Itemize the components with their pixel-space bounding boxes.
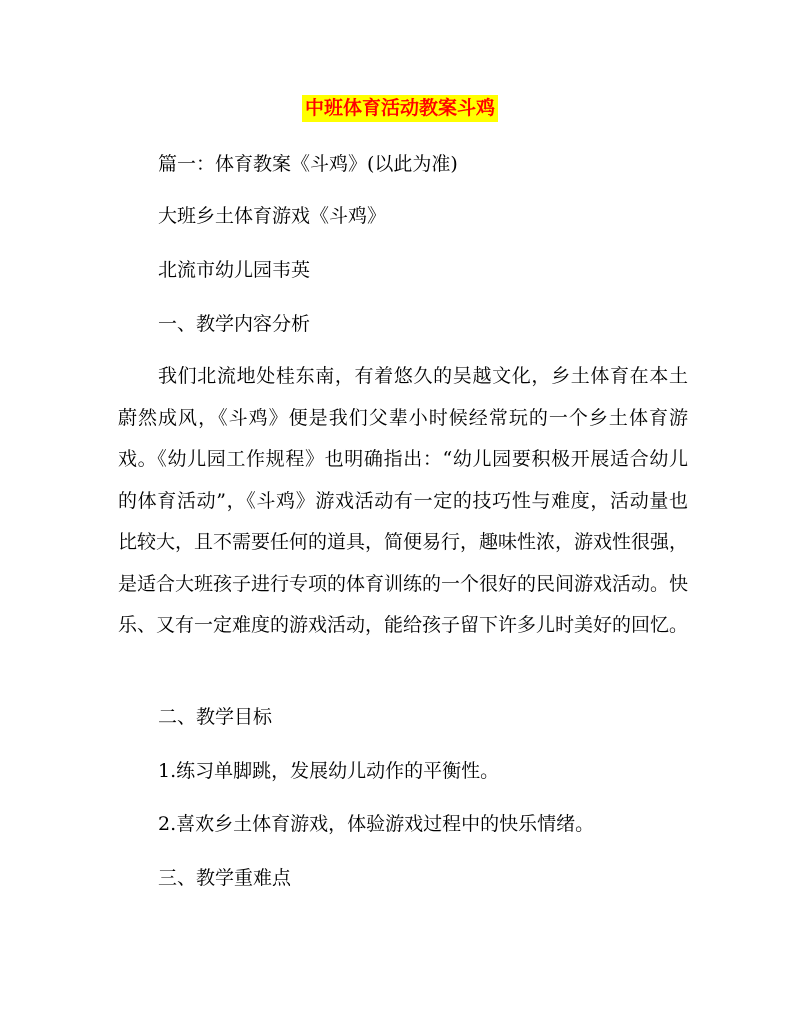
section-1-title: 一、教学内容分析 <box>158 313 311 335</box>
section-3-title: 三、教学重难点 <box>158 867 292 889</box>
document-title: 中班体育活动教案斗鸡 <box>302 95 498 122</box>
author-line: 北流市幼儿园韦英 <box>158 259 311 281</box>
goal-1: 1.练习单脚跳，发展幼儿动作的平衡性。 <box>158 760 500 782</box>
title-container <box>0 95 800 122</box>
section-2-title: 二、教学目标 <box>158 706 273 728</box>
heading-game-title: 大班乡土体育游戏《斗鸡》 <box>158 205 387 227</box>
goal-2: 2.喜欢乡土体育游戏，体验游戏过程中的快乐情绪。 <box>158 813 595 835</box>
heading-part-one: 篇一：体育教案《斗鸡》(以此为准) <box>158 153 458 175</box>
section-1-paragraph: 我们北流地处桂东南，有着悠久的吴越文化，乡土体育在本土蔚然成风，《斗鸡》便是我们父辈小时候经常玩的一个乡土体育游戏。《幼儿园工作规程》也明确指出：“幼儿园要积极开展适合幼儿的体育活动”，《斗鸡》游戏活动有一定的技巧性与难度，活动量也比较大，且不需要任何的道具，简便易行，趣味性浓，游戏性很强，是适合大班孩子进行专项的体育训练的一个很好的民间游戏活动。快乐、又有一定难度的游戏活动，能给孩子留下许多儿时美好的回忆。 <box>118 365 689 636</box>
